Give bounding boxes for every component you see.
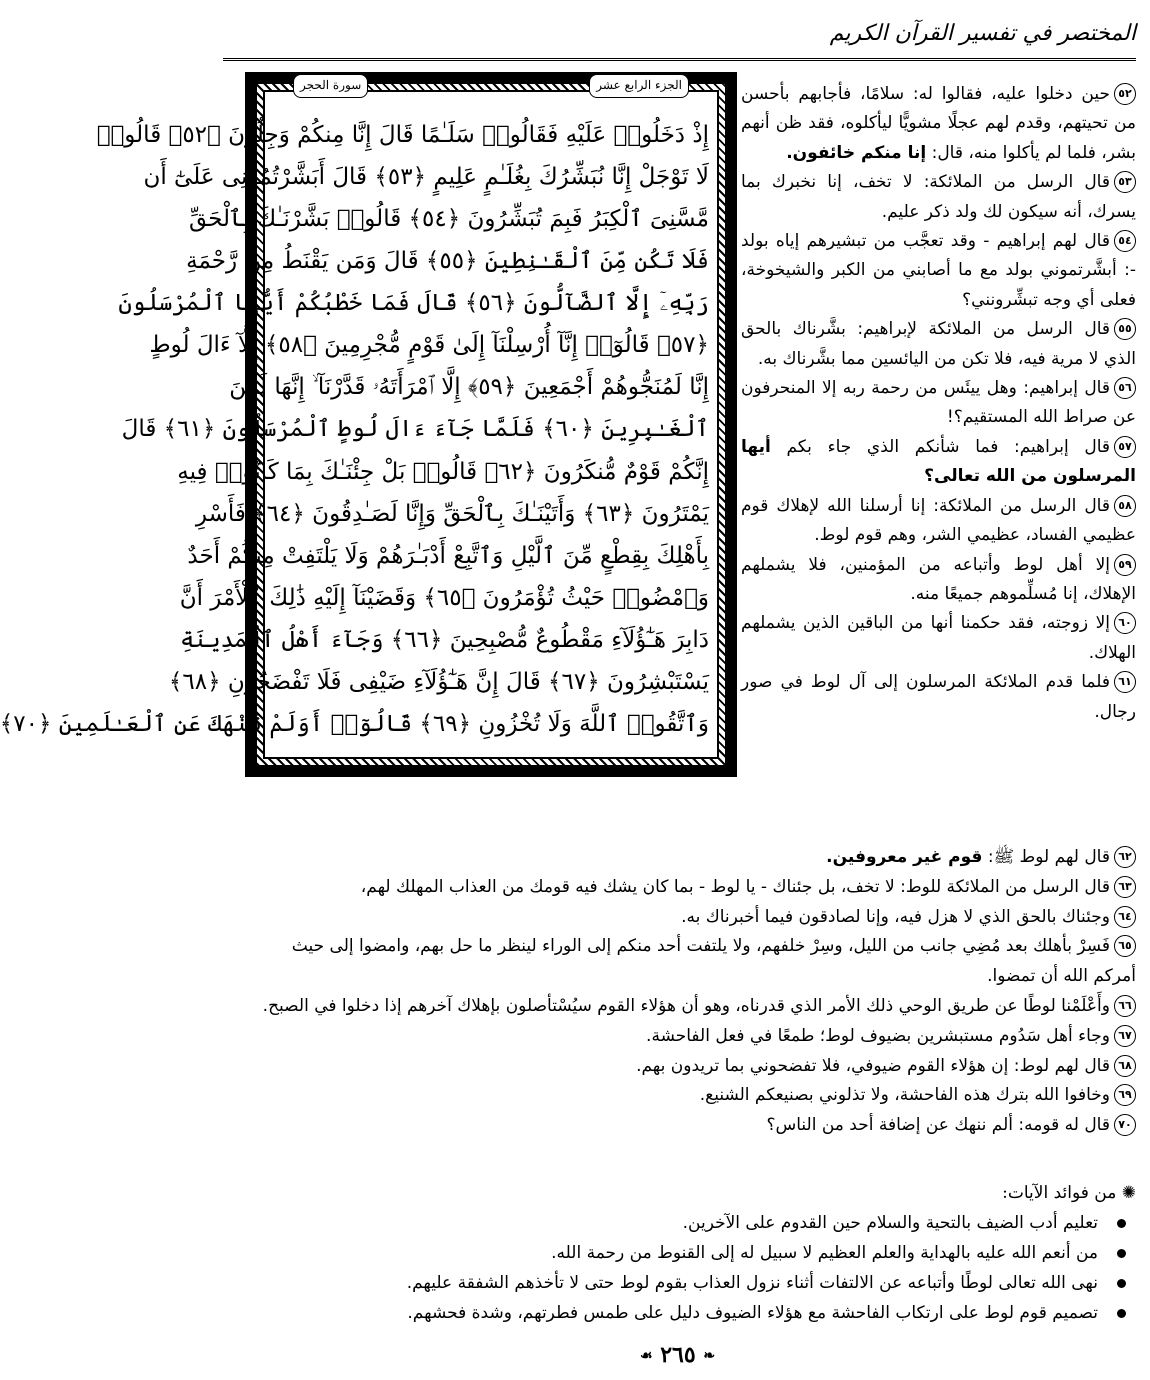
- verse-number-badge: ٥٦: [1114, 377, 1136, 399]
- verse-number-badge: ٥٥: [1114, 318, 1136, 340]
- tafsir-entry: [245, 903, 1136, 933]
- quran-line: وَٱمْضُوا۟ حَيْثُ تُؤْمَرُونَ ﴿٦٥﴾ وَقَضَيْنَآ إِلَيْهِ ذَٰلِكَ ٱلْأَمْرَ أَنَّ: [179, 584, 709, 611]
- tafsir-entry: [741, 80, 1136, 168]
- quran-line: بِأَهْلِكَ بِقِطْعٍ مِّنَ ٱلَّيْلِ وَٱتَّبِعْ أَدْبَـٰرَهُمْ وَلَا يَلْتَفِتْ مِنكُمْ أَحَدٌ: [187, 542, 709, 569]
- verse-number-badge: ٦٥: [1114, 935, 1136, 957]
- tafsir-full-width: [245, 843, 1136, 1141]
- ornament-icon: ☙: [639, 1348, 653, 1364]
- page-footer: [205, 1342, 1150, 1372]
- tafsir-entry: [741, 551, 1136, 610]
- tafsir-text: قال الرسل من الملائكة لإبراهيم: بشَّرناك بالحق الذي لا مرية فيه، فلا تكن من اليائسين مما بشَّرناك به.: [741, 319, 1136, 369]
- verse-number-badge: ٥٨: [1114, 495, 1136, 517]
- verse-number-badge: ٥٩: [1114, 554, 1136, 576]
- benefit-item: تعليم أدب الضيف بالتحية والسلام حين القدوم على الآخرين.: [245, 1208, 1098, 1238]
- tafsir-right-column: [741, 80, 1136, 727]
- benefits-heading-text: من فوائد الآيات:: [1002, 1183, 1117, 1203]
- verse-number-badge: ٦٨: [1114, 1055, 1136, 1077]
- verse-number-badge: ٦٧: [1114, 1025, 1136, 1047]
- tafsir-entry: [741, 374, 1136, 433]
- tafsir-entry: [741, 433, 1136, 492]
- page-number: ٢٦٥: [660, 1342, 696, 1368]
- tafsir-text: وخافوا الله بترك هذه الفاحشة، ولا تذلوني بصنيعكم الشنيع.: [699, 1085, 1110, 1106]
- quran-text-frame: [0, 72, 737, 777]
- tafsir-text: إلا زوجته، فقد حكمنا أنها من الباقين الذين يشملهم الهلاك.: [741, 613, 1136, 663]
- tafsir-entry: [245, 873, 1136, 903]
- surah-label: سورة الحجر: [293, 74, 368, 98]
- quran-line: وَٱتَّقُوا۟ ٱللَّهَ وَلَا تُخْزُونِ ﴿٦٩﴾ قَالُوٓا۟ أَوَلَمْ نَنْهَكَ عَنِ ٱلْعَـٰلَمِينَ ﴿٧٠﴾: [0, 710, 709, 737]
- benefits-section: [245, 1178, 1136, 1328]
- tafsir-text: قال لهم لوط: إن هؤلاء القوم ضيوفي، فلا تفضحوني بما تريدون بهم.: [636, 1055, 1110, 1076]
- quran-line: إِذْ دَخَلُوا۟ عَلَيْهِ فَقَالُوا۟ سَلَـٰمًا قَالَ إِنَّا مِنكُمْ وَجِلُونَ ﴿٥٢﴾ قَالُوا۟: [96, 122, 709, 148]
- quran-line: رَبِّهِۦٓ إِلَّا ٱلضَّآلُّونَ ﴿٥٦﴾ قَالَ فَمَا خَطْبُكُمْ أَيُّهَا ٱلْمُرْسَلُونَ: [118, 290, 709, 317]
- tafsir-text: فَسِرْ بأهلك بعد مُضِي جانب من الليل، وسِرْ خلفهم، ولا يلتفت أحد منكم إلى الوراء لينظر ما حل بهم، وامضوا إلى حيث أمركم الله أن تمضوا.: [291, 936, 1136, 987]
- benefit-item: تصميم قوم لوط على ارتكاب الفاحشة مع هؤلاء الضيوف دليل على طمس فطرتهم، وشدة فحشهم.: [245, 1298, 1098, 1328]
- tafsir-entry: [741, 227, 1136, 315]
- tafsir-entry: [245, 1052, 1136, 1082]
- tafsir-entry: [245, 932, 1136, 992]
- tafsir-entry: [741, 315, 1136, 374]
- tafsir-text: وجئناك بالحق الذي لا هزل فيه، وإنا لصادقون فيما أخبرناك به.: [681, 906, 1110, 927]
- verse-number-badge: ٧٠: [1114, 1114, 1136, 1136]
- benefits-heading: [245, 1178, 1136, 1206]
- tafsir-bold-text: إنا منكم خائفون.: [786, 142, 927, 163]
- tafsir-entry: [245, 843, 1136, 873]
- quran-line: يَمْتَرُونَ ﴿٦٣﴾ وَأَتَيْنَـٰكَ بِٱلْحَقِّ وَإِنَّا لَصَـٰدِقُونَ ﴿٦٤﴾ فَأَسْرِ: [195, 500, 709, 527]
- verse-number-badge: ٥٧: [1114, 436, 1136, 458]
- verse-number-badge: ٦٢: [1114, 846, 1136, 868]
- flower-ornament-icon: ✺: [1121, 1183, 1136, 1203]
- tafsir-text: حين دخلوا عليه، فقالوا له: سلامًا، فأجابهم بأحسن من تحيتهم، وقدم لهم عجلًا مشويًّا ليأكلوه، فقد ظن أنهم بشر، فلما لم يأكلوا منه، قال:: [741, 84, 1136, 163]
- tafsir-text: قال الرسل من الملائكة: إنا أرسلنا الله لإهلاك قوم عظيمي الفساد، عظيمي الشر، وهم قوم لوط.: [741, 495, 1136, 546]
- verse-number-badge: ٦٠: [1114, 612, 1136, 634]
- verse-number-badge: ٦٤: [1114, 906, 1136, 928]
- tafsir-entry: [245, 1022, 1136, 1052]
- tafsir-text: قال الرسل من الملائكة: لا تخف، إنا نخبرك بما يسرك، أنه سيكون لك ولد ذكر عليم.: [741, 172, 1136, 222]
- tafsir-entry: [741, 668, 1136, 727]
- header-rule: [223, 58, 1136, 61]
- quran-line: لَا تَوْجَلْ إِنَّا نُبَشِّرُكَ بِغُلَـٰمٍ عَلِيمٍ ﴿٥٣﴾ قَالَ أَبَشَّرْتُمُونِى عَلَىٰٓ أَن: [143, 164, 709, 191]
- verse-number-badge: ٦٩: [1114, 1084, 1136, 1106]
- tafsir-entry: [245, 1081, 1136, 1111]
- quran-line: ٱلْغَـٰبِرِينَ ﴿٦٠﴾ فَلَمَّا جَآءَ ءَالَ لُوطٍ ٱلْمُرْسَلُونَ ﴿٦١﴾ قَالَ: [121, 416, 709, 443]
- ornament-icon: ❧: [703, 1348, 716, 1364]
- tafsir-text: قال إبراهيم: فما شأنكم الذي جاء بكم: [770, 436, 1110, 457]
- tafsir-text: قال له قومه: ألم ننهك عن إضافة أحد من الناس؟: [766, 1115, 1110, 1136]
- tafsir-entry: [741, 168, 1136, 227]
- verse-number-badge: ٥٢: [1114, 83, 1136, 105]
- quran-line: ﴿٥٧﴾ قَالُوٓا۟ إِنَّآ أُرْسِلْنَآ إِلَىٰ قَوْمٍ مُّجْرِمِينَ ﴿٥٨﴾ إِلَّآ ءَالَ لُوطٍ: [149, 332, 709, 359]
- quran-line: دَابِرَ هَـٰٓؤُلَآءِ مَقْطُوعٌ مُّصْبِحِينَ ﴿٦٦﴾ وَجَآءَ أَهْلُ ٱلْمَدِينَةِ: [180, 626, 709, 653]
- quran-line: إِنَّا لَمُنَجُّوهُمْ أَجْمَعِينَ ﴿٥٩﴾ إِلَّا ٱمْرَأَتَهُۥ قَدَّرْنَآ ۙ إِنَّهَا لَمِنَ: [229, 374, 709, 401]
- tafsir-text: قال لهم إبراهيم - وقد تعجَّب من تبشيرهم إياه بولد -: أبشَّرتموني بولد مع ما أصابني من الكبر والشيخوخة، فعلى أي وجه تبشِّرونني؟: [741, 231, 1136, 310]
- verse-number-badge: ٦١: [1114, 671, 1136, 693]
- quran-lines: [0, 114, 709, 745]
- tafsir-text: إلا أهل لوط وأتباعه من المؤمنين، فلا يشملهم الإهلاك، إنا مُسلِّموهم جميعًا منه.: [741, 554, 1136, 604]
- benefit-item: نهى الله تعالى لوطًا وأتباعه عن الالتفات أثناء نزول العذاب بقوم لوط حتى لا تأخذهم الشفقة عليهم.: [245, 1268, 1098, 1298]
- quran-frame-inner: [0, 78, 719, 759]
- verse-number-badge: ٦٦: [1114, 995, 1136, 1017]
- tafsir-text: فلما قدم الملائكة المرسلون إلى آل لوط في صور رجال.: [741, 672, 1136, 722]
- quran-line: فَلَا تَكُن مِّنَ ٱلْقَـٰنِطِينَ ﴿٥٥﴾ قَالَ وَمَن يَقْنَطُ مِن رَّحْمَةِ: [186, 248, 709, 275]
- tafsir-bold-text: قوم غير معروفين.: [826, 847, 983, 867]
- tafsir-entry: [741, 609, 1136, 668]
- tafsir-text: وجاء أهل سَدُوم مستبشرين بضيوف لوط؛ طمعًا في فعل الفاحشة.: [646, 1025, 1110, 1046]
- running-head-title: المختصر في تفسير القرآن الكريم: [829, 21, 1136, 46]
- verse-number-badge: ٥٤: [1114, 230, 1136, 252]
- quran-line: يَسْتَبْشِرُونَ ﴿٦٧﴾ قَالَ إِنَّ هَـٰٓؤُلَآءِ ضَيْفِى فَلَا تَفْضَحُونِ ﴿٦٨﴾: [168, 668, 709, 695]
- benefits-list: [245, 1208, 1136, 1328]
- benefit-item: من أنعم الله عليه بالهداية والعلم العظيم لا سبيل له إلى القنوط من رحمة الله.: [245, 1238, 1098, 1268]
- tafsir-bold-text: أيها المرسلون من الله تعالى؟: [741, 436, 1136, 487]
- tafsir-text: وأَعْلَمْنا لوطًا عن طريق الوحي ذلك الأمر الذي قدرناه، وهو أن هؤلاء القوم سيُسْتأصلون بإهلاك آخرهم إذا دخلوا في الصبح.: [262, 995, 1110, 1016]
- tafsir-text: قال إبراهيم: وهل ييئَس من رحمة ربه إلا المنحرفون عن صراط الله المستقيم؟!: [741, 378, 1136, 428]
- tafsir-text: قال لهم لوط ﷺ:: [982, 847, 1110, 867]
- tafsir-entry: [245, 1111, 1136, 1141]
- juz-label: الجزء الرابع عشر: [589, 74, 689, 98]
- tafsir-entry: [741, 492, 1136, 551]
- tafsir-entry: [245, 992, 1136, 1022]
- quran-line: مَّسَّنِىَ ٱلْكِبَرُ فَبِمَ تُبَشِّرُونَ ﴿٥٤﴾ قَالُوا۟ بَشَّرْنَـٰكَ بِٱلْحَقِّ: [189, 206, 709, 233]
- verse-number-badge: ٥٣: [1114, 171, 1136, 193]
- verse-number-badge: ٦٣: [1114, 876, 1136, 898]
- tafsir-text: قال الرسل من الملائكة للوط: لا تخف، بل جئناك - يا لوط - بما كان يشك فيه قومك من العذاب المهلك لهم،: [360, 876, 1110, 897]
- quran-line: إِنَّكُمْ قَوْمٌ مُّنكَرُونَ ﴿٦٢﴾ قَالُوا۟ بَلْ جِئْنَـٰكَ بِمَا كَانُوا۟ فِيهِ: [177, 458, 709, 485]
